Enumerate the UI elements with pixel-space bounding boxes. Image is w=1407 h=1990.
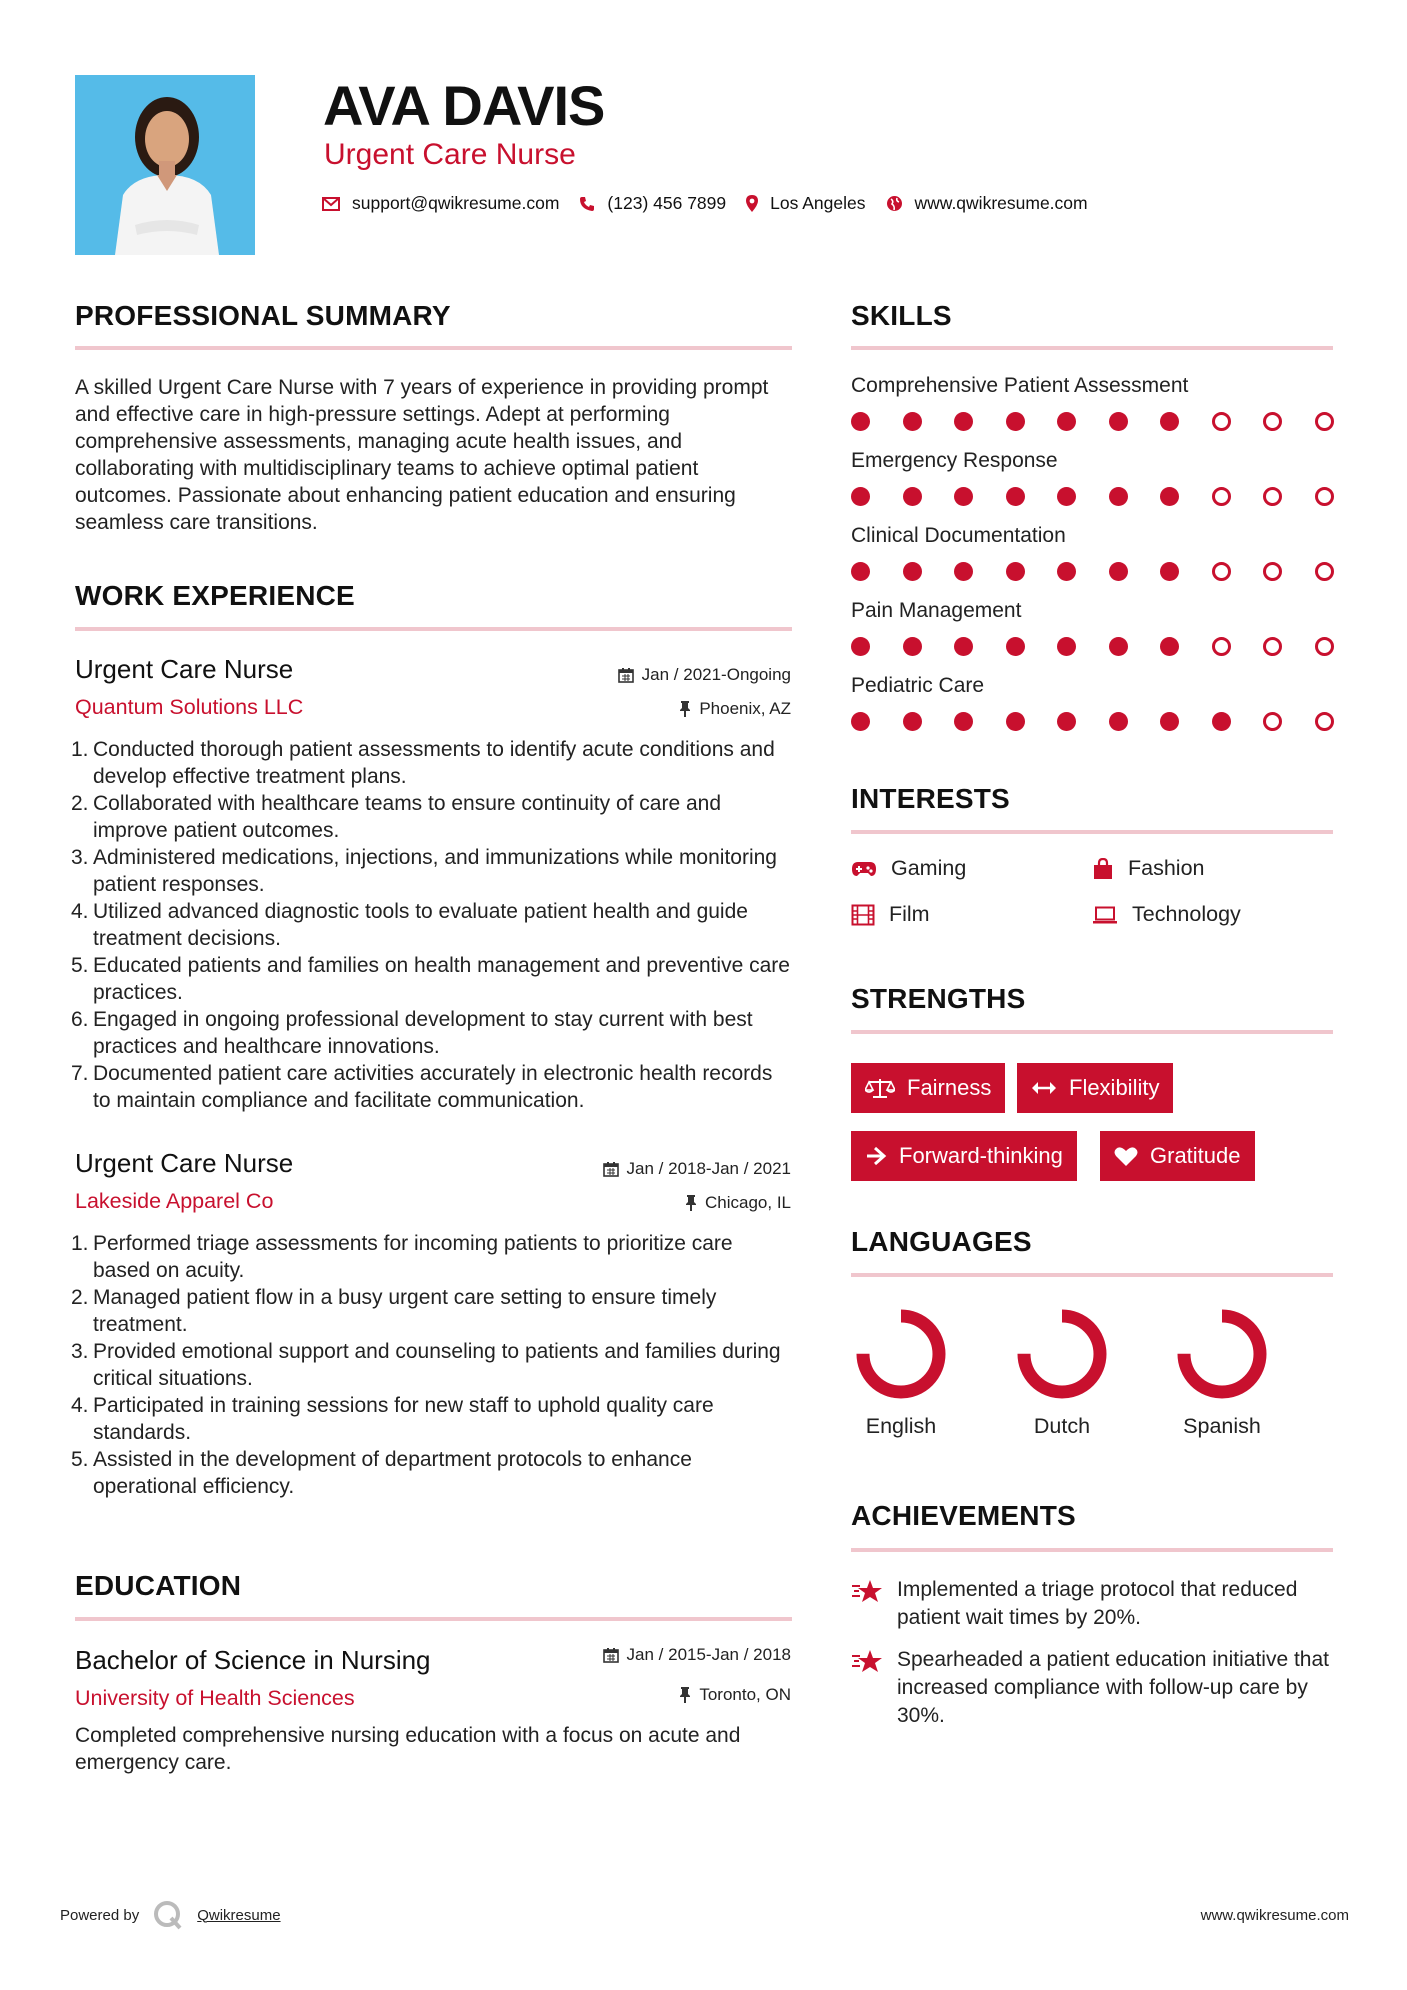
location-text: Los Angeles (770, 193, 866, 213)
rating-dot-empty (1315, 487, 1334, 506)
education-location-text: Toronto, ON (699, 1685, 791, 1704)
rating-dot-filled (1212, 712, 1231, 731)
experience-divider (75, 627, 792, 631)
rating-dot-filled (954, 562, 973, 581)
phone-text: (123) 456 7899 (607, 193, 727, 213)
rating-dot-filled (851, 712, 870, 731)
rating-dot-filled (903, 487, 922, 506)
star-icon (851, 1578, 883, 1604)
map-marker-icon (746, 195, 758, 212)
thumbtack-icon (679, 1687, 691, 1703)
list-item: 5. Assisted in the development of department protocols to enhance operational efficiency. (71, 1448, 692, 1498)
job-dates-text: Jan / 2018-Jan / 2021 (626, 1159, 791, 1178)
rating-dot-empty (1212, 487, 1231, 506)
candidate-name: AVA DAVIS (323, 74, 605, 137)
rating-dot-filled (1160, 562, 1179, 581)
interest-fashion: Fashion (1092, 856, 1205, 881)
list-item: 1. Performed triage assessments for incoming patients to prioritize care based on acuity. (71, 1232, 733, 1282)
language-proficiency-ring (1012, 1304, 1112, 1404)
job-bullets (71, 1230, 795, 1500)
rating-dot-empty (1263, 412, 1282, 431)
balance-scale-icon (865, 1077, 895, 1099)
strength-tag: Gratitude (1100, 1131, 1255, 1181)
list-item: 2. Collaborated with healthcare teams to ensure continuity of care and improve patient outcomes. (71, 792, 722, 842)
rating-dot-filled (1160, 712, 1179, 731)
language-label: Spanish (1183, 1414, 1261, 1438)
globe-icon (886, 195, 903, 212)
profile-photo (75, 75, 255, 255)
education-dates (603, 1645, 791, 1665)
language-item (841, 1304, 961, 1439)
rating-dot-filled (1006, 487, 1025, 506)
film-icon (851, 904, 875, 926)
strengths-heading: STRENGTHS (851, 983, 1026, 1014)
interest-technology: Technology (1092, 902, 1241, 927)
rating-dot-empty (1315, 712, 1334, 731)
skill-name: Pain Management (851, 599, 1022, 622)
language-level-arc (863, 1316, 939, 1392)
footer-brand-link[interactable]: Qwikresume (197, 1906, 281, 1924)
education-dates-text: Jan / 2015-Jan / 2018 (626, 1645, 791, 1664)
skill-name: Comprehensive Patient Assessment (851, 374, 1189, 397)
contact-email[interactable] (322, 193, 559, 214)
rating-dot-empty (1212, 562, 1231, 581)
achievement-item: Spearheaded a patient education initiative that increased compliance with follow-up care by 30%. (851, 1646, 1341, 1730)
list-item: 1. Conducted thorough patient assessments to identify acute conditions and develop effective treatment plans. (71, 738, 775, 788)
rating-dot-filled (1109, 637, 1128, 656)
education-heading: EDUCATION (75, 1570, 242, 1601)
job-location (679, 699, 791, 719)
skill-name: Clinical Documentation (851, 524, 1066, 547)
rating-dot-empty (1263, 487, 1282, 506)
education-school: University of Health Sciences (75, 1686, 355, 1710)
job-title: Urgent Care Nurse (75, 1148, 294, 1178)
rating-dot-empty (1315, 562, 1334, 581)
strength-tag: Forward-thinking (851, 1131, 1077, 1181)
rating-dot-empty (1212, 412, 1231, 431)
education-degree: Bachelor of Science in Nursing (75, 1645, 431, 1675)
rating-dot-filled (903, 412, 922, 431)
skill-name: Pediatric Care (851, 674, 985, 697)
list-item: 4. Participated in training sessions for new staff to uphold quality care standards. (71, 1394, 714, 1444)
rating-dot-filled (851, 637, 870, 656)
education-divider (75, 1617, 792, 1621)
list-item: 3. Provided emotional support and counseling to patients and families during critical situations. (71, 1340, 781, 1390)
job-dates (603, 1159, 791, 1179)
list-item: 2. Managed patient flow in a busy urgent care setting to ensure timely treatment. (71, 1286, 717, 1336)
rating-dot-empty (1263, 637, 1282, 656)
skill-rating (851, 637, 1366, 656)
rating-dot-filled (1160, 412, 1179, 431)
rating-dot-filled (1057, 712, 1076, 731)
list-item: 5. Educated patients and families on health management and preventive care practices. (71, 954, 790, 1004)
skill-rating (851, 562, 1366, 581)
achievements-heading: ACHIEVEMENTS (851, 1500, 1076, 1531)
rating-dot-filled (903, 637, 922, 656)
job-dates (618, 665, 791, 685)
language-label: Dutch (1033, 1414, 1091, 1438)
languages-heading: LANGUAGES (851, 1226, 1032, 1257)
interest-film: Film (851, 902, 930, 927)
language-item (1002, 1304, 1122, 1439)
skill-name: Emergency Response (851, 449, 1058, 472)
rating-dot-empty (1263, 712, 1282, 731)
strength-tag: Fairness (851, 1063, 1005, 1113)
arrow-right-icon (865, 1146, 887, 1166)
rating-dot-empty (1315, 637, 1334, 656)
experience-heading: WORK EXPERIENCE (75, 580, 355, 611)
interest-gaming: Gaming (851, 856, 966, 881)
language-label: English (865, 1414, 937, 1438)
rating-dot-filled (851, 412, 870, 431)
rating-dot-filled (1160, 637, 1179, 656)
job-dates-text: Jan / 2021-Ongoing (641, 665, 791, 684)
rating-dot-filled (851, 562, 870, 581)
interests-divider (851, 830, 1333, 834)
contact-bar (322, 193, 1108, 214)
summary-heading: PROFESSIONAL SUMMARY (75, 300, 451, 331)
qwikresume-logo-icon (153, 1900, 183, 1930)
calendar-icon (603, 1647, 619, 1663)
email-text: support@qwikresume.com (352, 193, 560, 213)
skill-rating (851, 712, 1366, 731)
job-bullets (71, 736, 795, 1114)
language-proficiency-ring (851, 1304, 951, 1404)
shopping-bag-icon (1092, 858, 1114, 880)
language-item (1162, 1304, 1282, 1439)
language-proficiency-ring (1172, 1304, 1272, 1404)
skills-heading: SKILLS (851, 300, 952, 331)
rating-dot-filled (1057, 412, 1076, 431)
rating-dot-filled (851, 487, 870, 506)
skill-rating (851, 487, 1366, 506)
rating-dot-filled (1006, 712, 1025, 731)
rating-dot-filled (954, 637, 973, 656)
website-text: www.qwikresume.com (914, 193, 1088, 213)
laptop-icon (1092, 906, 1118, 924)
contact-location (746, 193, 865, 214)
thumbtack-icon (685, 1195, 697, 1211)
phone-icon (579, 196, 595, 212)
interests-heading: INTERESTS (851, 783, 1010, 814)
heart-icon (1114, 1146, 1138, 1167)
gamepad-icon (851, 860, 877, 878)
rating-dot-filled (954, 712, 973, 731)
rating-dot-filled (1160, 487, 1179, 506)
thumbtack-icon (679, 701, 691, 717)
achievements-divider (851, 1548, 1333, 1552)
skill-rating (851, 412, 1366, 431)
list-item: 4. Utilized advanced diagnostic tools to evaluate patient health and guide treatment decisions. (71, 900, 748, 950)
job-location-text: Chicago, IL (705, 1193, 791, 1212)
arrows-horizontal-icon (1031, 1081, 1057, 1095)
star-icon (851, 1648, 883, 1674)
rating-dot-filled (1006, 637, 1025, 656)
strengths-divider (851, 1030, 1333, 1034)
language-level-arc (1024, 1316, 1100, 1392)
summary-divider (75, 346, 792, 350)
achievement-item: Implemented a triage protocol that reduced patient wait times by 20%. (851, 1576, 1341, 1632)
rating-dot-empty (1263, 562, 1282, 581)
candidate-role: Urgent Care Nurse (324, 138, 576, 171)
rating-dot-filled (1109, 412, 1128, 431)
summary-text: A skilled Urgent Care Nurse with 7 years of experience in providing prompt and effective care in high-pressure settings. Adept at performing comprehensive assessments, managing acute health issues, and collaborating with multidisciplinary teams to achieve optimal patient outcomes. Passionate about enhancing patient education and ensuring seamless care transitions. (75, 376, 769, 534)
rating-dot-filled (903, 562, 922, 581)
skills-divider (851, 346, 1333, 350)
job-company: Quantum Solutions LLC (75, 695, 304, 719)
rating-dot-filled (1057, 562, 1076, 581)
strength-tag: Flexibility (1017, 1063, 1173, 1113)
rating-dot-filled (1109, 487, 1128, 506)
languages-divider (851, 1273, 1333, 1277)
rating-dot-empty (1212, 637, 1231, 656)
rating-dot-filled (903, 712, 922, 731)
rating-dot-filled (1057, 487, 1076, 506)
calendar-icon (618, 667, 634, 683)
language-level-arc (1184, 1316, 1260, 1392)
job-location-text: Phoenix, AZ (699, 699, 791, 718)
contact-website[interactable] (886, 193, 1088, 214)
list-item: 3. Administered medications, injections, and immunizations while monitoring patient responses. (71, 846, 777, 896)
job-title: Urgent Care Nurse (75, 654, 294, 684)
footer-site-link[interactable]: www.qwikresume.com (1200, 1907, 1349, 1924)
rating-dot-filled (1109, 562, 1128, 581)
list-item: 6. Engaged in ongoing professional development to stay current with best practices and healthcare innovations. (71, 1008, 753, 1058)
rating-dot-filled (1057, 637, 1076, 656)
rating-dot-filled (1006, 412, 1025, 431)
footer-powered-by: Powered by Qwikresume (60, 1900, 281, 1930)
job-location (685, 1193, 791, 1213)
envelope-icon (322, 197, 340, 211)
job-company: Lakeside Apparel Co (75, 1189, 274, 1213)
education-text: Completed comprehensive nursing education with a focus on acute and emergency care. (75, 1724, 741, 1774)
rating-dot-filled (954, 412, 973, 431)
rating-dot-filled (1006, 562, 1025, 581)
education-location (679, 1685, 791, 1705)
rating-dot-filled (1109, 712, 1128, 731)
contact-phone[interactable] (579, 193, 726, 214)
rating-dot-filled (954, 487, 973, 506)
list-item: 7. Documented patient care activities accurately in electronic health records to maintain compliance and facilitate communication. (71, 1062, 773, 1112)
calendar-icon (603, 1161, 619, 1177)
rating-dot-empty (1315, 412, 1334, 431)
